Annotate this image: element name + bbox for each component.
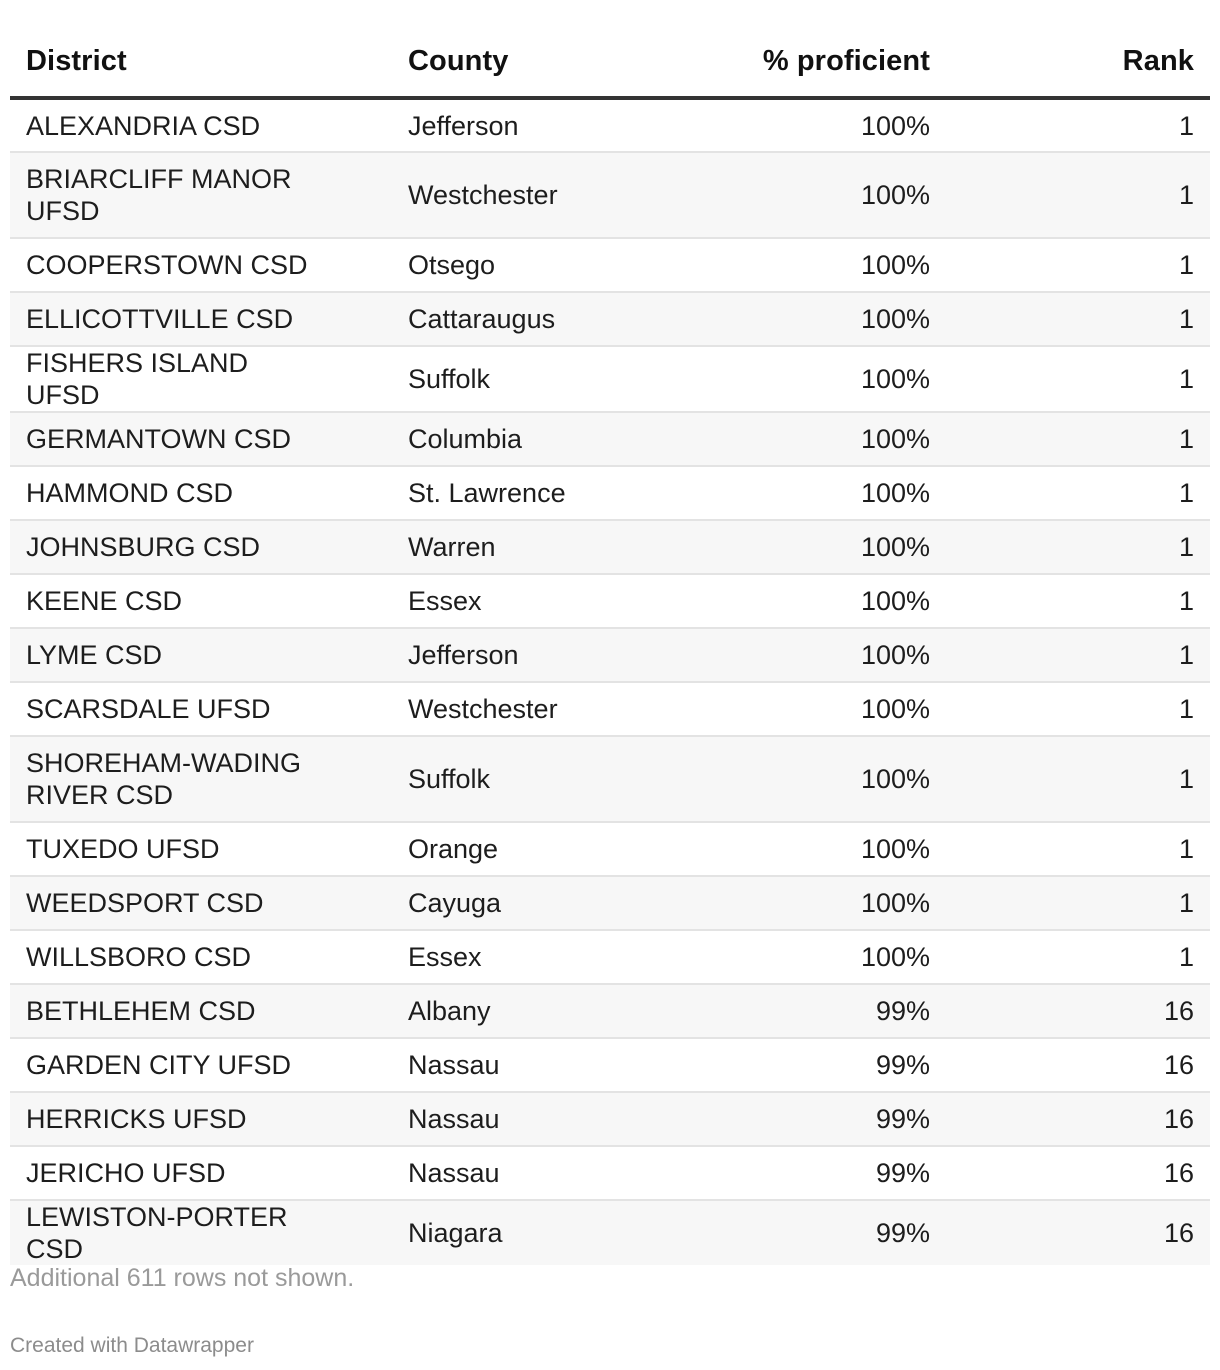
table-row — [10, 736, 1210, 822]
cell-county: Warren — [392, 520, 692, 574]
table-row — [10, 238, 1210, 292]
cell-county: Essex — [392, 574, 692, 628]
cell-percent-proficient: 100% — [692, 930, 946, 984]
cell-district — [10, 238, 392, 292]
cell-rank: 16 — [946, 1146, 1210, 1200]
district-name: WEEDSPORT CSD — [26, 888, 264, 918]
cell-district — [10, 930, 392, 984]
district-name: SHOREHAM-WADING RIVER CSD — [26, 748, 301, 810]
cell-district — [10, 292, 392, 346]
cell-district — [10, 152, 392, 238]
cell-district — [10, 876, 392, 930]
table-row — [10, 822, 1210, 876]
cell-county: St. Lawrence — [392, 466, 692, 520]
district-name: KEENE CSD — [26, 586, 183, 616]
district-name: WILLSBORO CSD — [26, 942, 252, 972]
district-name: HERRICKS UFSD — [26, 1104, 247, 1134]
cell-percent-proficient: 100% — [692, 152, 946, 238]
cell-percent-proficient: 100% — [692, 682, 946, 736]
header-row — [10, 0, 1210, 98]
cell-district — [10, 346, 392, 412]
column-header-percent-proficient[interactable]: % proficient — [692, 0, 946, 98]
cell-county: Columbia — [392, 412, 692, 466]
cell-county: Nassau — [392, 1146, 692, 1200]
cell-percent-proficient: 100% — [692, 466, 946, 520]
cell-county: Suffolk — [392, 736, 692, 822]
cell-percent-proficient: 99% — [692, 984, 946, 1038]
cell-rank: 1 — [946, 822, 1210, 876]
cell-rank: 1 — [946, 520, 1210, 574]
cell-rank: 16 — [946, 1200, 1210, 1265]
cell-district — [10, 628, 392, 682]
cell-rank: 1 — [946, 346, 1210, 412]
cell-county: Westchester — [392, 152, 692, 238]
cell-percent-proficient: 99% — [692, 1092, 946, 1146]
cell-rank: 1 — [946, 736, 1210, 822]
cell-percent-proficient: 100% — [692, 520, 946, 574]
cell-district — [10, 736, 392, 822]
table-row — [10, 346, 1210, 412]
cell-rank: 1 — [946, 152, 1210, 238]
table-row — [10, 292, 1210, 346]
district-name: TUXEDO UFSD — [26, 834, 220, 864]
column-header-district[interactable]: District — [10, 0, 392, 98]
cell-rank: 1 — [946, 466, 1210, 520]
table-body — [10, 98, 1210, 1265]
district-name: BRIARCLIFF MANOR UFSD — [26, 164, 292, 226]
cell-rank: 1 — [946, 238, 1210, 292]
table-row — [10, 1146, 1210, 1200]
cell-rank: 16 — [946, 984, 1210, 1038]
table-row — [10, 876, 1210, 930]
cell-district — [10, 822, 392, 876]
column-header-rank[interactable]: Rank — [946, 0, 1210, 98]
cell-rank: 1 — [946, 628, 1210, 682]
district-name: JOHNSBURG CSD — [26, 532, 261, 562]
cell-percent-proficient: 100% — [692, 292, 946, 346]
cell-district — [10, 682, 392, 736]
cell-rank: 1 — [946, 876, 1210, 930]
table-row — [10, 628, 1210, 682]
cell-county: Suffolk — [392, 346, 692, 412]
cell-county: Niagara — [392, 1200, 692, 1265]
cell-district — [10, 520, 392, 574]
table-row — [10, 98, 1210, 152]
cell-district — [10, 1038, 392, 1092]
cell-district — [10, 412, 392, 466]
cell-county: Otsego — [392, 238, 692, 292]
district-name: COOPERSTOWN CSD — [26, 250, 308, 280]
cell-percent-proficient: 100% — [692, 574, 946, 628]
cell-district — [10, 1146, 392, 1200]
cell-county: Nassau — [392, 1092, 692, 1146]
district-name: JERICHO UFSD — [26, 1158, 226, 1188]
cell-rank: 16 — [946, 1092, 1210, 1146]
cell-percent-proficient: 100% — [692, 238, 946, 292]
district-name: FISHERS ISLAND UFSD — [26, 348, 249, 410]
table-row — [10, 1038, 1210, 1092]
cell-district — [10, 984, 392, 1038]
table-container — [10, 0, 1210, 1265]
column-header-county[interactable]: County — [392, 0, 692, 98]
cell-county: Orange — [392, 822, 692, 876]
table-row — [10, 1092, 1210, 1146]
cell-district — [10, 466, 392, 520]
district-name: SCARSDALE UFSD — [26, 694, 271, 724]
cell-percent-proficient: 100% — [692, 736, 946, 822]
cell-rank: 16 — [946, 1038, 1210, 1092]
table-header — [10, 0, 1210, 98]
cell-percent-proficient: 100% — [692, 822, 946, 876]
cell-county: Cayuga — [392, 876, 692, 930]
cell-county: Jefferson — [392, 98, 692, 152]
table-row — [10, 574, 1210, 628]
cell-district — [10, 1200, 392, 1265]
cell-county: Jefferson — [392, 628, 692, 682]
cell-county: Westchester — [392, 682, 692, 736]
cell-district — [10, 1092, 392, 1146]
district-name: ALEXANDRIA CSD — [26, 110, 261, 141]
cell-percent-proficient: 100% — [692, 346, 946, 412]
table-row — [10, 412, 1210, 466]
cell-county: Nassau — [392, 1038, 692, 1092]
cell-rank: 1 — [946, 930, 1210, 984]
district-name: LEWISTON-PORTER CSD — [26, 1202, 288, 1264]
cell-county: Essex — [392, 930, 692, 984]
district-name: HAMMOND CSD — [26, 478, 233, 508]
datawrapper-credit: Created with Datawrapper — [10, 1334, 254, 1357]
table-row — [10, 520, 1210, 574]
table-notes: Additional 611 rows not shown. — [10, 1264, 355, 1292]
district-name: GARDEN CITY UFSD — [26, 1050, 292, 1080]
cell-rank: 1 — [946, 412, 1210, 466]
table-row — [10, 930, 1210, 984]
table-row — [10, 984, 1210, 1038]
cell-district — [10, 574, 392, 628]
cell-percent-proficient: 99% — [692, 1200, 946, 1265]
cell-county: Cattaraugus — [392, 292, 692, 346]
district-name: ELLICOTTVILLE CSD — [26, 304, 294, 334]
district-name: LYME CSD — [26, 640, 163, 670]
cell-rank: 1 — [946, 292, 1210, 346]
table-row — [10, 466, 1210, 520]
table-row — [10, 152, 1210, 238]
cell-county: Albany — [392, 984, 692, 1038]
cell-percent-proficient: 100% — [692, 412, 946, 466]
cell-percent-proficient: 99% — [692, 1146, 946, 1200]
cell-district — [10, 98, 392, 152]
cell-rank: 1 — [946, 574, 1210, 628]
cell-percent-proficient: 100% — [692, 876, 946, 930]
table-row — [10, 682, 1210, 736]
district-name: BETHLEHEM CSD — [26, 996, 256, 1026]
cell-rank: 1 — [946, 98, 1210, 152]
data-table — [10, 0, 1210, 1265]
cell-percent-proficient: 100% — [692, 628, 946, 682]
table-row — [10, 1200, 1210, 1265]
cell-percent-proficient: 99% — [692, 1038, 946, 1092]
cell-rank: 1 — [946, 682, 1210, 736]
district-name: GERMANTOWN CSD — [26, 424, 292, 454]
cell-percent-proficient: 100% — [692, 98, 946, 152]
